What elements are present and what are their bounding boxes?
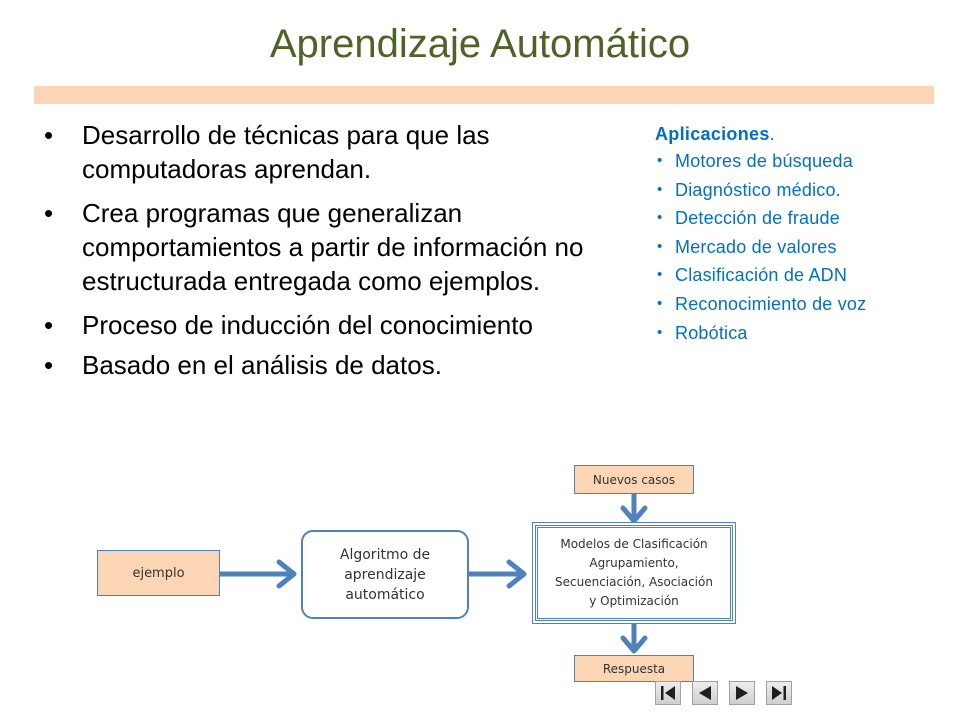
application-item: • Motores de búsqueda <box>655 147 945 176</box>
arrow-nuevos-to-modelos <box>623 494 645 521</box>
applications-title-period: . <box>769 124 775 144</box>
arrow-modelos-to-respuesta <box>623 624 645 651</box>
application-item: • Robótica <box>655 319 945 348</box>
bullet-item: • Crea programas que generalizan comportamientos a partir de información no estructurada entregada como ejemplos. <box>44 196 644 298</box>
modelos-line: Agrupamiento, <box>589 556 679 570</box>
previous-icon <box>696 684 714 702</box>
nuevos-casos-box <box>574 465 694 494</box>
bullet-item: • Basado en el análisis de datos. <box>44 348 644 382</box>
application-item: • Detección de fraude <box>655 204 945 233</box>
respuesta-label: Respuesta <box>602 661 666 676</box>
first-slide-button[interactable] <box>655 681 681 705</box>
application-item: • Clasificación de ADN <box>655 261 945 290</box>
modelos-inner <box>535 525 733 621</box>
bullet-item: • Desarrollo de técnicas para que las computadoras aprendan. <box>44 118 644 186</box>
applications-title: Aplicaciones <box>655 124 770 144</box>
last-slide-button[interactable] <box>766 681 792 705</box>
modelos-line: Modelos de Clasificación <box>560 537 708 551</box>
respuesta-box <box>574 655 694 682</box>
application-item: • Mercado de valores <box>655 233 945 262</box>
next-icon <box>733 684 751 702</box>
arrow-ejemplo-to-algoritmo <box>220 562 294 586</box>
algoritmo-line: automático <box>345 586 425 603</box>
previous-slide-button[interactable] <box>692 681 718 705</box>
modelos-line: y Optimización <box>589 594 679 608</box>
algoritmo-line: aprendizaje <box>344 566 426 583</box>
ejemplo-label: ejemplo <box>132 565 185 581</box>
last-icon <box>770 684 788 702</box>
algoritmo-box <box>301 530 469 619</box>
algoritmo-line: Algoritmo de <box>339 546 431 563</box>
next-slide-button[interactable] <box>729 681 755 705</box>
nuevos-casos-label: Nuevos casos <box>592 472 676 487</box>
application-item: • Diagnóstico médico. <box>655 176 945 205</box>
arrow-algoritmo-to-modelos <box>469 562 524 586</box>
application-item: • Reconocimiento de voz <box>655 290 945 319</box>
modelos-line: Secuenciación, Asociación <box>555 575 713 589</box>
modelos-box <box>532 522 736 624</box>
ejemplo-box <box>97 550 220 596</box>
bullet-item: • Proceso de inducción del conocimiento <box>44 308 644 342</box>
first-icon <box>659 684 677 702</box>
slide-title: Aprendizaje Automático <box>269 22 691 66</box>
